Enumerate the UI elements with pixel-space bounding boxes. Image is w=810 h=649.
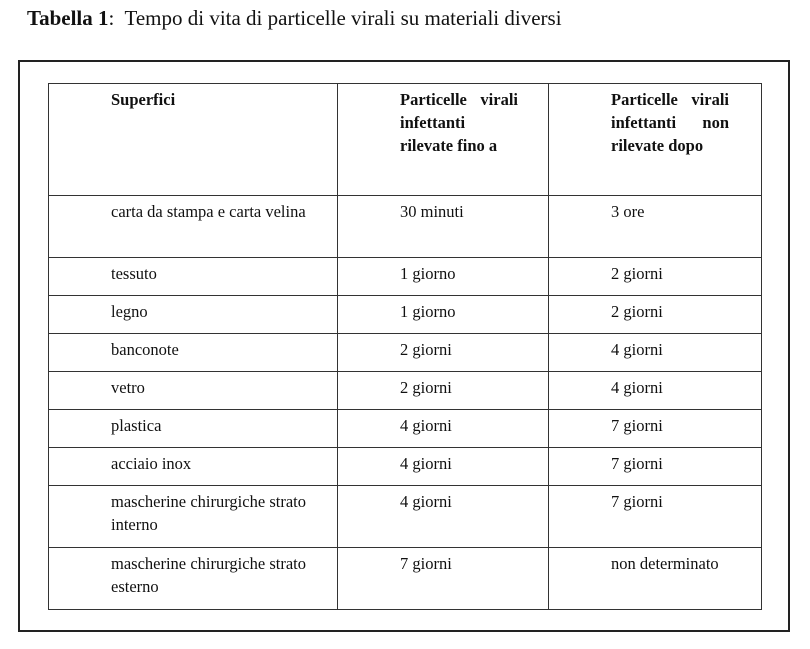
caption-title: Tempo di vita di particelle virali su materiali diversi [124,6,562,30]
caption-label: Tabella 1 [27,6,109,30]
cell-surface: plastica [49,410,338,448]
cell-not-detected-after: 2 giorni [549,296,762,334]
table-row [49,372,762,410]
cell-detected-until: 4 giorni [338,410,549,448]
virus-lifetime-table [48,83,762,610]
cell-not-detected-after: 7 giorni [549,448,762,486]
cell-detected-until: 2 giorni [338,372,549,410]
table-header-row [49,84,762,196]
cell-not-detected-after: 4 giorni [549,372,762,410]
cell-surface: banconote [49,334,338,372]
cell-not-detected-after: 3 ore [549,196,762,258]
cell-surface: legno [49,296,338,334]
cell-detected-until: 4 giorni [338,448,549,486]
table-row [49,486,762,548]
cell-not-detected-after: non determinato [549,548,762,610]
cell-detected-until: 1 giorno [338,296,549,334]
cell-not-detected-after: 7 giorni [549,486,762,548]
cell-surface: tessuto [49,258,338,296]
cell-not-detected-after: 2 giorni [549,258,762,296]
header-surfaces: Superfici [49,84,338,196]
cell-not-detected-after: 7 giorni [549,410,762,448]
cell-detected-until: 7 giorni [338,548,549,610]
cell-surface: mascherine chirurgiche strato esterno [49,548,338,610]
caption-separator: : [108,6,115,30]
table-row [49,258,762,296]
cell-surface: acciaio inox [49,448,338,486]
table-row [49,448,762,486]
cell-detected-until: 1 giorno [338,258,549,296]
cell-detected-until: 4 giorni [338,486,549,548]
table-row [49,296,762,334]
cell-surface: carta da stampa e carta velina [49,196,338,258]
table-row [49,196,762,258]
cell-detected-until: 2 giorni [338,334,549,372]
cell-not-detected-after: 4 giorni [549,334,762,372]
table-row [49,334,762,372]
cell-surface: vetro [49,372,338,410]
header-not-detected-after: Particelle virali infettanti non rilevate dopo [549,84,762,196]
cell-surface: mascherine chirurgiche strato interno [49,486,338,548]
header-detected-until: Particelle virali infettanti rilevate fino a [338,84,549,196]
table-row [49,410,762,448]
cell-detected-until: 30 minuti [338,196,549,258]
table-row [49,548,762,610]
table-caption [27,4,562,32]
